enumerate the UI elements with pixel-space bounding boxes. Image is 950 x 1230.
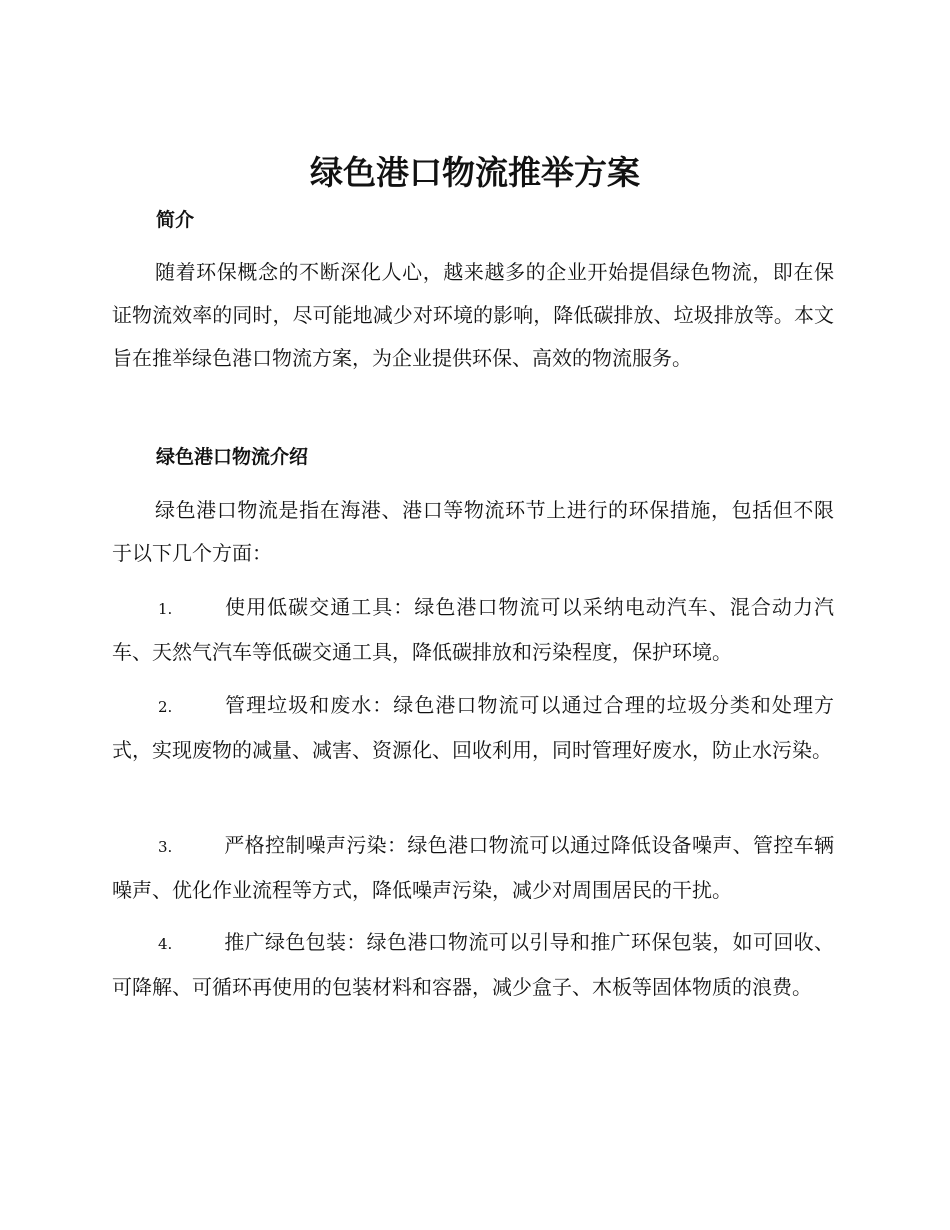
list-item-number: 1.	[158, 600, 173, 618]
list-item	[112, 684, 834, 772]
list-item-text: 使用低碳交通工具：绿色港口物流可以采纳电动汽车、混合动力汽车、天然气汽车等低碳交通工具，降低碳排放和污染程度，保护环境。	[112, 595, 834, 664]
list-item	[112, 586, 834, 674]
section-heading-intro: 简介	[156, 209, 195, 231]
list-item-text: 管理垃圾和废水：绿色港口物流可以通过合理的垃圾分类和处理方式，实现废物的减量、减害、资源化、回收利用，同时管理好废水，防止水污染。	[112, 693, 834, 762]
section-heading-green-port-logistics: 绿色港口物流介绍	[156, 446, 309, 468]
list-item-text: 推广绿色包装：绿色港口物流可以引导和推广环保包装，如可回收、可降解、可循环再使用的包装材料和容器，减少盒子、木板等固体物质的浪费。	[112, 930, 834, 999]
document-title: 绿色港口物流推举方案	[310, 153, 640, 192]
list-item	[112, 824, 834, 912]
green-port-intro-paragraph: 绿色港口物流是指在海港、港口等物流环节上进行的环保措施，包括但不限于以下几个方面：	[112, 498, 834, 565]
list-item-number: 4.	[158, 935, 173, 953]
list-item-number: 3.	[158, 838, 173, 856]
intro-paragraph: 随着环保概念的不断深化人心，越来越多的企业开始提倡绿色物流，即在保证物流效率的同时，尽可能地减少对环境的影响，降低碳排放、垃圾排放等。本文旨在推举绿色港口物流方案，为企业提供环保、高效的物流服务。	[112, 260, 834, 370]
list-item-text: 严格控制噪声污染：绿色港口物流可以通过降低设备噪声、管控车辆噪声、优化作业流程等方式，降低噪声污染，减少对周围居民的干扰。	[112, 833, 834, 902]
list-item-number: 2.	[158, 698, 173, 716]
list-item	[112, 921, 834, 1009]
